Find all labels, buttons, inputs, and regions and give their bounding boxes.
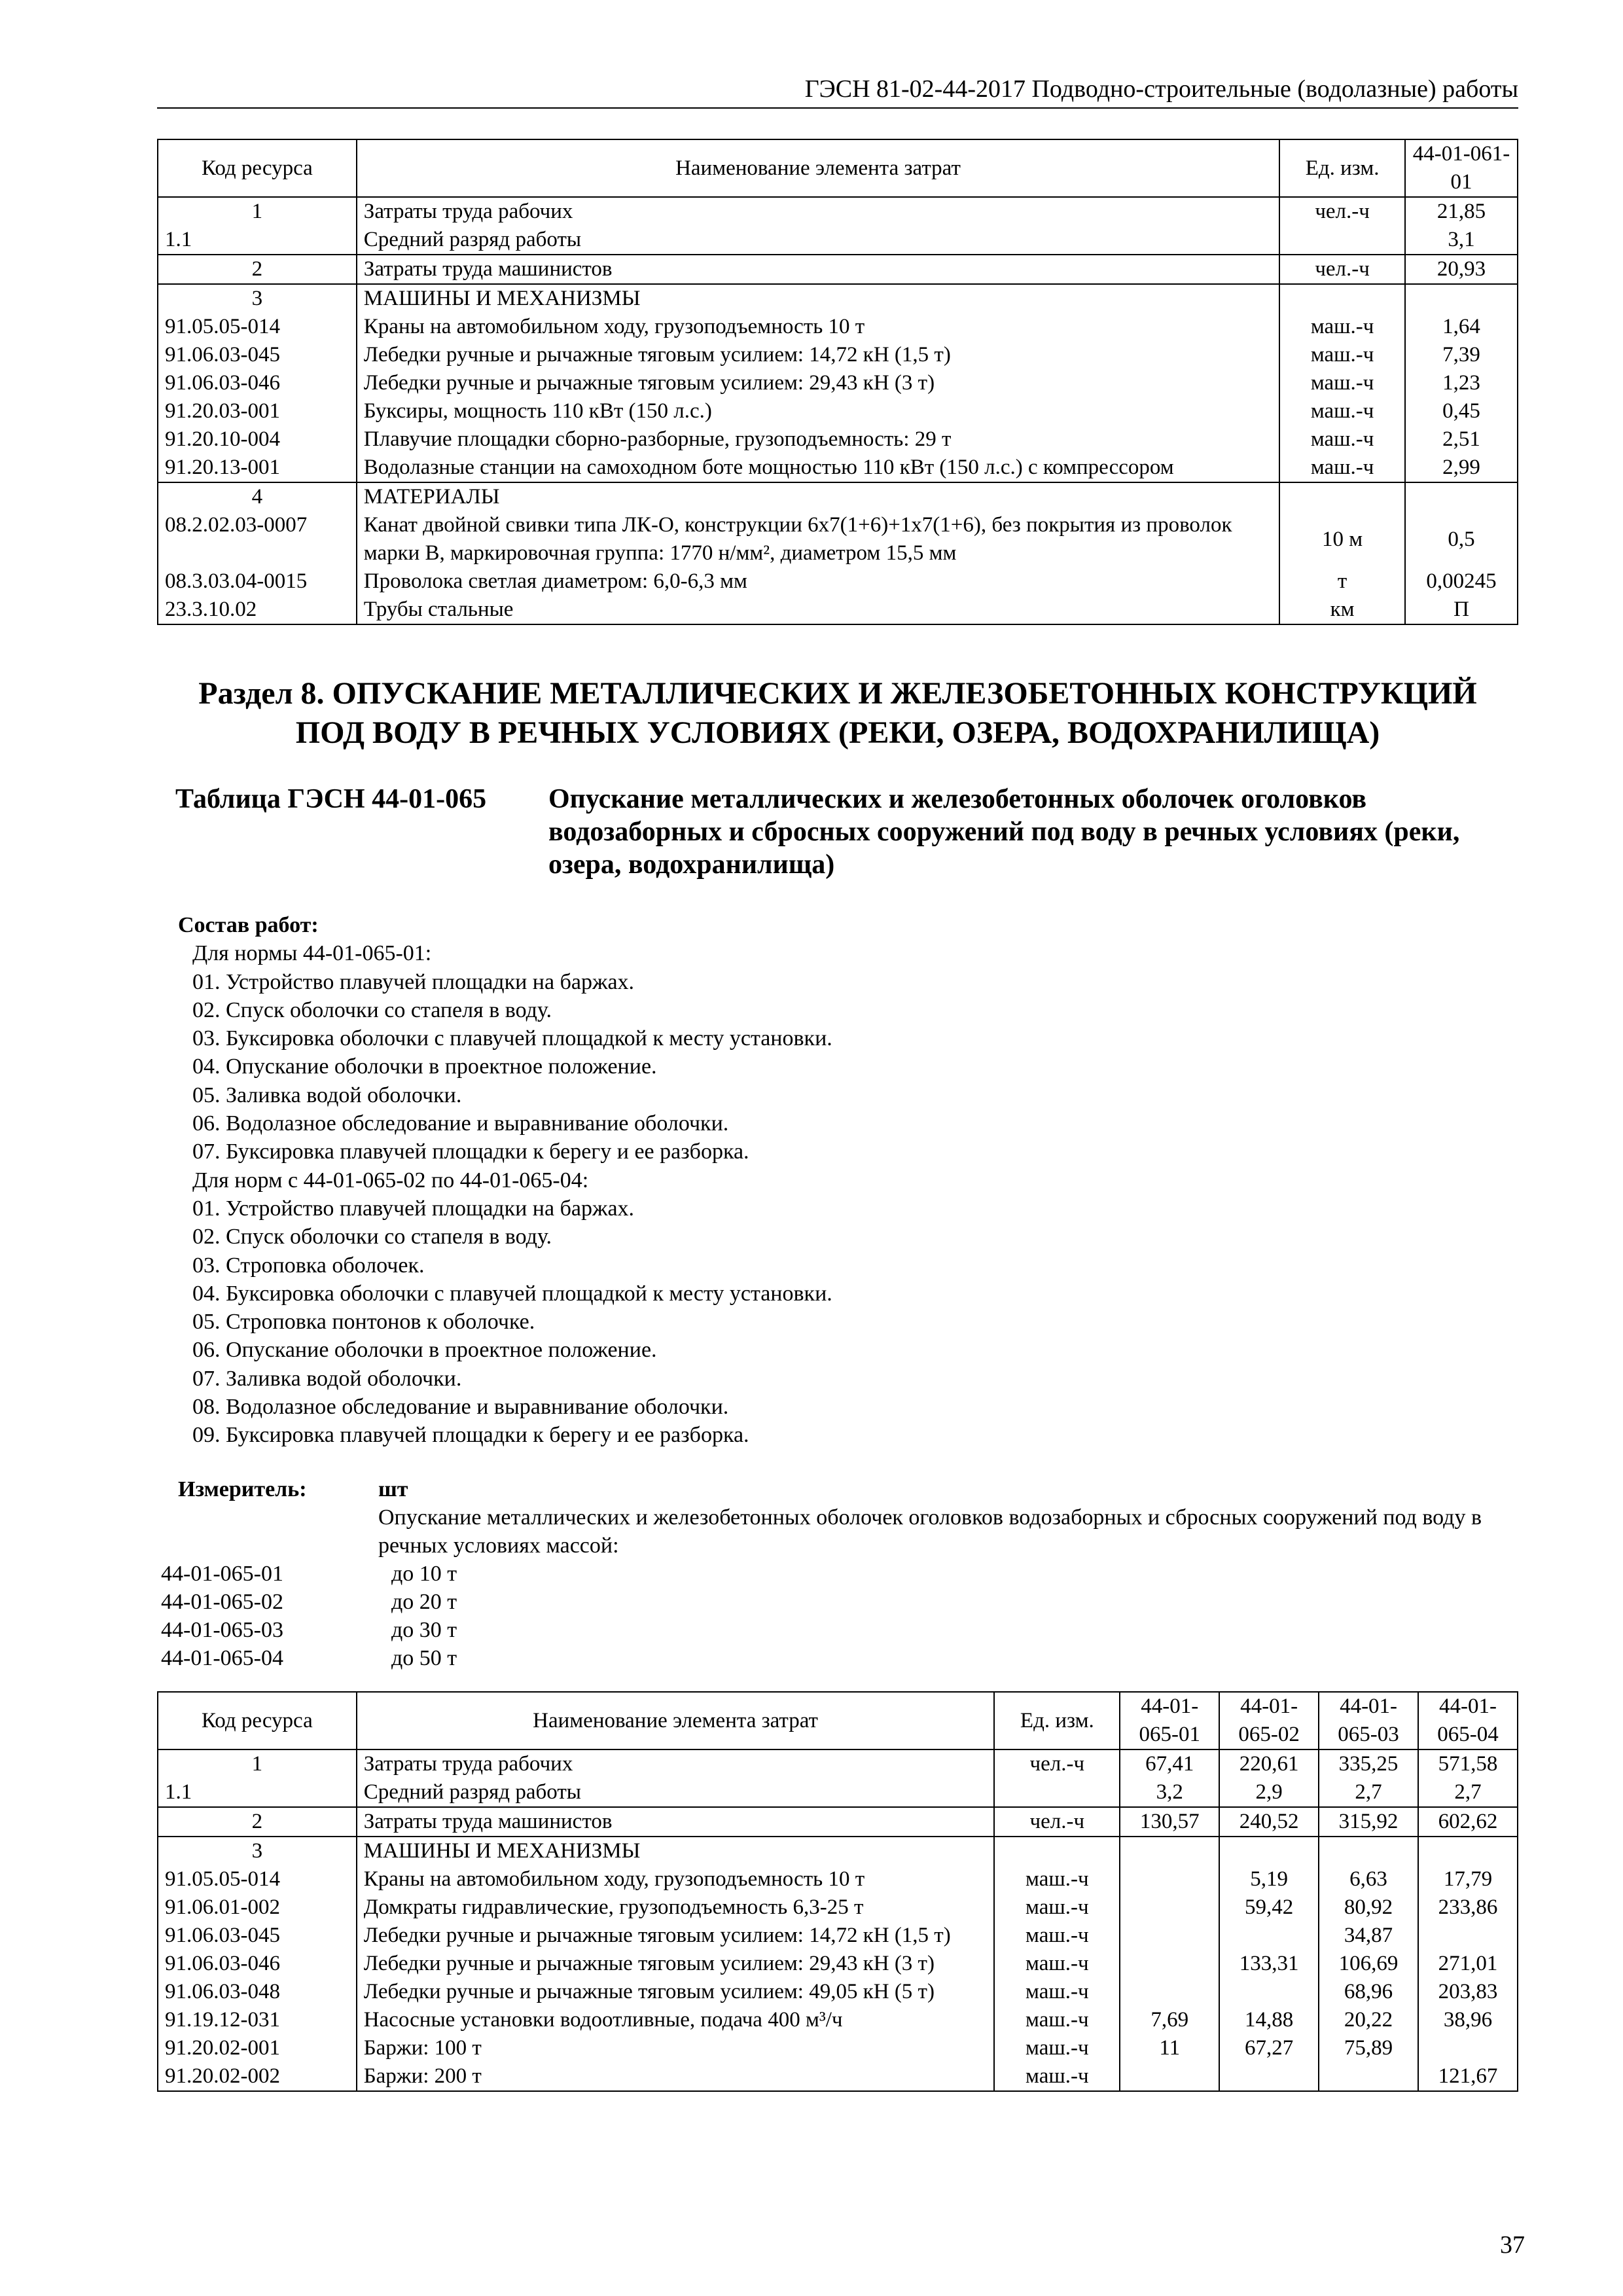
resource-unit (1279, 226, 1405, 255)
table-row (158, 1950, 1518, 1978)
resource-value (1219, 1978, 1319, 2006)
resource-code: 91.06.03-048 (158, 1978, 357, 2006)
resource-value: 1,64 (1405, 313, 1518, 341)
resource-unit: маш.-ч (994, 1893, 1120, 1922)
table-body (158, 1749, 1518, 2091)
meter-code: 44-01-065-03 (161, 1618, 283, 1642)
header-norm-02: 44-01-065-02 (1219, 1692, 1319, 1749)
resource-unit: маш.-ч (1279, 397, 1405, 425)
resource-unit: маш.-ч (1279, 341, 1405, 369)
resource-value: 240,52 (1219, 1807, 1319, 1837)
resource-value: 67,41 (1120, 1749, 1219, 1778)
work-line: 04. Опускание оболочки в проектное положение. (192, 1054, 657, 1079)
table-row (158, 1865, 1518, 1893)
resource-code: 91.19.12-031 (158, 2006, 357, 2034)
resource-value: 5,19 (1219, 1865, 1319, 1893)
work-line: 09. Буксировка плавучей площадки к берегу и ее разборка. (192, 1423, 749, 1448)
resource-unit: чел.-ч (1279, 255, 1405, 284)
resource-code: 91.20.02-001 (158, 2034, 357, 2062)
resource-value: 17,79 (1418, 1865, 1518, 1893)
work-line: 08. Водолазное обследование и выравнивание оболочки. (192, 1395, 729, 1420)
meter-value: до 10 т (391, 1562, 457, 1586)
table-header-row (158, 139, 1518, 197)
resource-unit: т (1279, 567, 1405, 596)
header-name: Наименование элемента затрат (357, 1692, 995, 1749)
work-line: Для норм с 44-01-065-02 по 44-01-065-04: (192, 1168, 589, 1193)
table-row (158, 1749, 1518, 1778)
header-norm-01: 44-01-065-01 (1120, 1692, 1219, 1749)
section-title (157, 674, 1518, 753)
meter-row (161, 1588, 815, 1616)
table-header-row (158, 1692, 1518, 1749)
table-row (158, 255, 1518, 284)
resource-code: 1.1 (158, 226, 357, 255)
meter-code: 44-01-065-02 (161, 1590, 283, 1614)
work-line: 03. Строповка оболочек. (192, 1253, 425, 1278)
resource-value: 335,25 (1319, 1749, 1418, 1778)
resource-value: 14,88 (1219, 2006, 1319, 2034)
resource-unit: маш.-ч (994, 1922, 1120, 1950)
resource-code: 91.06.03-046 (158, 369, 357, 397)
resource-value: 20,22 (1319, 2006, 1418, 2034)
table-row (158, 511, 1518, 567)
resource-value: 133,31 (1219, 1950, 1319, 1978)
header-code: Код ресурса (158, 139, 357, 197)
meter-code: 44-01-065-04 (161, 1646, 283, 1670)
resource-name: Баржи: 200 т (357, 2062, 995, 2091)
header-norm-04: 44-01-065-04 (1418, 1692, 1518, 1749)
table-label: Таблица ГЭСН 44-01-065 (175, 784, 487, 814)
table-row (158, 2006, 1518, 2034)
resource-name: Лебедки ручные и рычажные тяговым усилием: 14,72 кН (1,5 т) (357, 1922, 995, 1950)
resource-value: 34,87 (1319, 1922, 1418, 1950)
resource-code: 91.20.02-002 (158, 2062, 357, 2091)
resource-name: Баржи: 100 т (357, 2034, 995, 2062)
resource-code: 4 (158, 482, 357, 511)
resource-unit (1279, 482, 1405, 511)
resource-code: 91.20.13-001 (158, 454, 357, 482)
work-line: 07. Заливка водой оболочки. (192, 1366, 462, 1391)
resource-value: 2,9 (1219, 1778, 1319, 1807)
table-description: Опускание металлических и железобетонных оболочек оголовков водозаборных и сбросных сооружений под воду в речных условиях (реки, озера, водохранилища) (548, 784, 1460, 880)
resource-value (1120, 2062, 1219, 2091)
resource-unit: чел.-ч (994, 1807, 1120, 1837)
resource-name: Средний разряд работы (357, 226, 1279, 255)
resource-code: 91.06.03-046 (158, 1950, 357, 1978)
resource-value: 59,42 (1219, 1893, 1319, 1922)
table-row (158, 284, 1518, 313)
resource-unit: маш.-ч (994, 2062, 1120, 2091)
resource-value: 21,85 (1405, 197, 1518, 226)
resource-code: 91.06.01-002 (158, 1893, 357, 1922)
resource-value: 571,58 (1418, 1749, 1518, 1778)
running-header: ГЭСН 81-02-44-2017 Подводно-строительные (водолазные) работы (804, 75, 1518, 103)
work-line: Для нормы 44-01-065-01: (192, 941, 432, 966)
meter-value: до 30 т (391, 1618, 457, 1642)
work-heading: Состав работ: (178, 913, 319, 937)
table-row (158, 567, 1518, 596)
resource-code: 91.06.03-045 (158, 1922, 357, 1950)
resource-value: 2,51 (1405, 425, 1518, 454)
table-row (158, 1807, 1518, 1837)
resource-name: Домкраты гидравлические, грузоподъемность 6,3-25 т (357, 1893, 995, 1922)
resource-code: 08.3.03.04-0015 (158, 567, 357, 596)
resource-unit: 10 м (1279, 511, 1405, 567)
resource-name: Затраты труда машинистов (357, 255, 1279, 284)
resource-unit: км (1279, 596, 1405, 624)
resource-value (1120, 1837, 1219, 1865)
resource-name: Затраты труда рабочих (357, 1749, 995, 1778)
resource-value: 80,92 (1319, 1893, 1418, 1922)
resource-value: 0,5 (1405, 511, 1518, 567)
meter-row (161, 1644, 815, 1672)
resource-unit: маш.-ч (1279, 454, 1405, 482)
table-row (158, 2034, 1518, 2062)
resource-unit: маш.-ч (1279, 313, 1405, 341)
header-unit: Ед. изм. (1279, 139, 1405, 197)
resource-value: 3,2 (1120, 1778, 1219, 1807)
meter-unit: шт (378, 1477, 408, 1501)
work-line: 02. Спуск оболочки со стапеля в воду. (192, 1225, 552, 1249)
resource-value: 67,27 (1219, 2034, 1319, 2062)
work-line: 01. Устройство плавучей площадки на баржах. (192, 1196, 635, 1221)
resource-code: 3 (158, 1837, 357, 1865)
resource-value: П (1405, 596, 1518, 624)
header-rule (157, 107, 1518, 109)
table-row (158, 1978, 1518, 2006)
table-row (158, 341, 1518, 369)
resource-value: 2,99 (1405, 454, 1518, 482)
resource-value (1219, 1922, 1319, 1950)
meter-value: до 50 т (391, 1646, 457, 1670)
header-name: Наименование элемента затрат (357, 139, 1279, 197)
resource-value: 121,67 (1418, 2062, 1518, 2091)
resource-value (1319, 1837, 1418, 1865)
resource-value (1319, 2062, 1418, 2091)
table-row (158, 482, 1518, 511)
resource-value: 203,83 (1418, 1978, 1518, 2006)
resource-name: Лебедки ручные и рычажные тяговым усилием: 49,05 кН (5 т) (357, 1978, 995, 2006)
resource-name: Лебедки ручные и рычажные тяговым усилием: 29,43 кН (3 т) (357, 369, 1279, 397)
resource-unit: маш.-ч (1279, 425, 1405, 454)
resource-value (1418, 1837, 1518, 1865)
work-line: 05. Строповка понтонов к оболочке. (192, 1310, 535, 1335)
resource-value: 271,01 (1418, 1950, 1518, 1978)
table-body (158, 197, 1518, 624)
resource-code: 91.05.05-014 (158, 1865, 357, 1893)
resource-value (1418, 2034, 1518, 2062)
resource-value: 315,92 (1319, 1807, 1418, 1837)
resource-value: 7,39 (1405, 341, 1518, 369)
resource-table-061 (157, 139, 1518, 625)
table-row (158, 369, 1518, 397)
resource-name: Лебедки ручные и рычажные тяговым усилием: 29,43 кН (3 т) (357, 1950, 995, 1978)
header-norm: 44-01-061-01 (1405, 139, 1518, 197)
header-unit: Ед. изм. (994, 1692, 1120, 1749)
work-line: 02. Спуск оболочки со стапеля в воду. (192, 997, 552, 1022)
resource-value (1120, 1950, 1219, 1978)
resource-value (1405, 482, 1518, 511)
resource-value: 3,1 (1405, 226, 1518, 255)
resource-unit: чел.-ч (1279, 197, 1405, 226)
resource-value: 75,89 (1319, 2034, 1418, 2062)
resource-value: 130,57 (1120, 1807, 1219, 1837)
resource-value (1219, 1837, 1319, 1865)
meter-row (161, 1616, 815, 1644)
resource-name: Водолазные станции на самоходном боте мощностью 110 кВт (150 л.с.) с компрессором (357, 454, 1279, 482)
resource-unit (1279, 284, 1405, 313)
work-line: 06. Опускание оболочки в проектное положение. (192, 1338, 657, 1363)
table-row (158, 1922, 1518, 1950)
resource-code: 1.1 (158, 1778, 357, 1807)
resource-value: 68,96 (1319, 1978, 1418, 2006)
resource-name: Затраты труда машинистов (357, 1807, 995, 1837)
resource-name: МАШИНЫ И МЕХАНИЗМЫ (357, 1837, 995, 1865)
resource-value (1120, 1922, 1219, 1950)
resource-name: Лебедки ручные и рычажные тяговым усилием: 14,72 кН (1,5 т) (357, 341, 1279, 369)
section-title-line2: ПОД ВОДУ В РЕЧНЫХ УСЛОВИЯХ (РЕКИ, ОЗЕРА, ВОДОХРАНИЛИЩА) (295, 715, 1380, 750)
resource-code: 91.20.03-001 (158, 397, 357, 425)
table-row (158, 397, 1518, 425)
resource-code: 91.05.05-014 (158, 313, 357, 341)
resource-code: 91.20.10-004 (158, 425, 357, 454)
work-line: 01. Устройство плавучей площадки на баржах. (192, 969, 635, 994)
work-composition (178, 911, 1421, 1450)
resource-value: 38,96 (1418, 2006, 1518, 2034)
resource-name: МАШИНЫ И МЕХАНИЗМЫ (357, 284, 1279, 313)
resource-value (1405, 284, 1518, 313)
resource-name: Средний разряд работы (357, 1778, 995, 1807)
table-row (158, 313, 1518, 341)
table-row (158, 596, 1518, 624)
resource-value (1120, 1978, 1219, 2006)
work-line: 06. Водолазное обследование и выравнивание оболочки. (192, 1111, 729, 1136)
resource-code: 2 (158, 1807, 357, 1837)
meter-code: 44-01-065-01 (161, 1562, 283, 1586)
resource-name: Буксиры, мощность 110 кВт (150 л.с.) (357, 397, 1279, 425)
resource-code: 2 (158, 255, 357, 284)
resource-code: 1 (158, 1749, 357, 1778)
resource-unit (994, 1778, 1120, 1807)
resource-value (1120, 1893, 1219, 1922)
meter-row (161, 1560, 815, 1588)
work-line: 04. Буксировка оболочки с плавучей площадкой к месту установки. (192, 1281, 832, 1306)
resource-code: 23.3.10.02 (158, 596, 357, 624)
resource-value: 6,63 (1319, 1865, 1418, 1893)
resource-unit: маш.-ч (994, 1978, 1120, 2006)
page-number: 37 (1500, 2231, 1525, 2259)
meter-label: Измеритель: (178, 1477, 307, 1501)
resource-value: 2,7 (1319, 1778, 1418, 1807)
resource-unit (994, 1837, 1120, 1865)
table-row (158, 425, 1518, 454)
resource-name: Плавучие площадки сборно-разборные, грузоподъемность: 29 т (357, 425, 1279, 454)
work-line: 03. Буксировка оболочки с плавучей площадкой к месту установки. (192, 1026, 832, 1051)
work-lines (178, 939, 1421, 1449)
resource-name: Канат двойной свивки типа ЛК-О, конструкции 6х7(1+6)+1х7(1+6), без покрытия из проволок марки В, маркировочная группа: 1770 н/мм², диаметром 15,5 мм (357, 511, 1279, 567)
resource-value: 0,45 (1405, 397, 1518, 425)
resource-unit: маш.-ч (1279, 369, 1405, 397)
resource-unit: маш.-ч (994, 1865, 1120, 1893)
table-row (158, 1778, 1518, 1807)
resource-code: 91.06.03-045 (158, 341, 357, 369)
header-code: Код ресурса (158, 1692, 357, 1749)
resource-unit: маш.-ч (994, 2034, 1120, 2062)
section-title-line1: Раздел 8. ОПУСКАНИЕ МЕТАЛЛИЧЕСКИХ И ЖЕЛЕЗОБЕТОННЫХ КОНСТРУКЦИЙ (198, 676, 1477, 711)
resource-code: 1 (158, 197, 357, 226)
resource-name: Краны на автомобильном ходу, грузоподъемность 10 т (357, 313, 1279, 341)
table-row (158, 197, 1518, 226)
resource-value: 1,23 (1405, 369, 1518, 397)
resource-value: 0,00245 (1405, 567, 1518, 596)
resource-unit: маш.-ч (994, 1950, 1120, 1978)
resource-unit: маш.-ч (994, 2006, 1120, 2034)
resource-name: Затраты труда рабочих (357, 197, 1279, 226)
table-row (158, 2062, 1518, 2091)
resource-value (1418, 1922, 1518, 1950)
resource-value: 106,69 (1319, 1950, 1418, 1978)
resource-table-065 (157, 1691, 1518, 2092)
resource-value (1120, 1865, 1219, 1893)
table-row (158, 1893, 1518, 1922)
table-row (158, 454, 1518, 482)
resource-value: 7,69 (1120, 2006, 1219, 2034)
table-row (158, 1837, 1518, 1865)
resource-value (1219, 2062, 1319, 2091)
work-line: 05. Заливка водой оболочки. (192, 1083, 462, 1107)
resource-name: Насосные установки водоотливные, подача 400 м³/ч (357, 2006, 995, 2034)
resource-name: Проволока светлая диаметром: 6,0-6,3 мм (357, 567, 1279, 596)
resource-name: Трубы стальные (357, 596, 1279, 624)
meter-description: Опускание металлических и железобетонных оболочек оголовков водозаборных и сбросных сооружений под воду в речных условиях массой: (378, 1505, 1482, 1558)
resource-code: 08.2.02.03-0007 (158, 511, 357, 567)
resource-code: 3 (158, 284, 357, 313)
resource-unit: чел.-ч (994, 1749, 1120, 1778)
resource-name: МАТЕРИАЛЫ (357, 482, 1279, 511)
resource-value: 602,62 (1418, 1807, 1518, 1837)
resource-name: Краны на автомобильном ходу, грузоподъемность 10 т (357, 1865, 995, 1893)
work-line: 07. Буксировка плавучей площадки к берегу и ее разборка. (192, 1139, 749, 1164)
table-row (158, 226, 1518, 255)
header-norm-03: 44-01-065-03 (1319, 1692, 1418, 1749)
resource-value: 220,61 (1219, 1749, 1319, 1778)
resource-value: 233,86 (1418, 1893, 1518, 1922)
resource-value: 20,93 (1405, 255, 1518, 284)
resource-value: 11 (1120, 2034, 1219, 2062)
meter-value: до 20 т (391, 1590, 457, 1614)
resource-value: 2,7 (1418, 1778, 1518, 1807)
